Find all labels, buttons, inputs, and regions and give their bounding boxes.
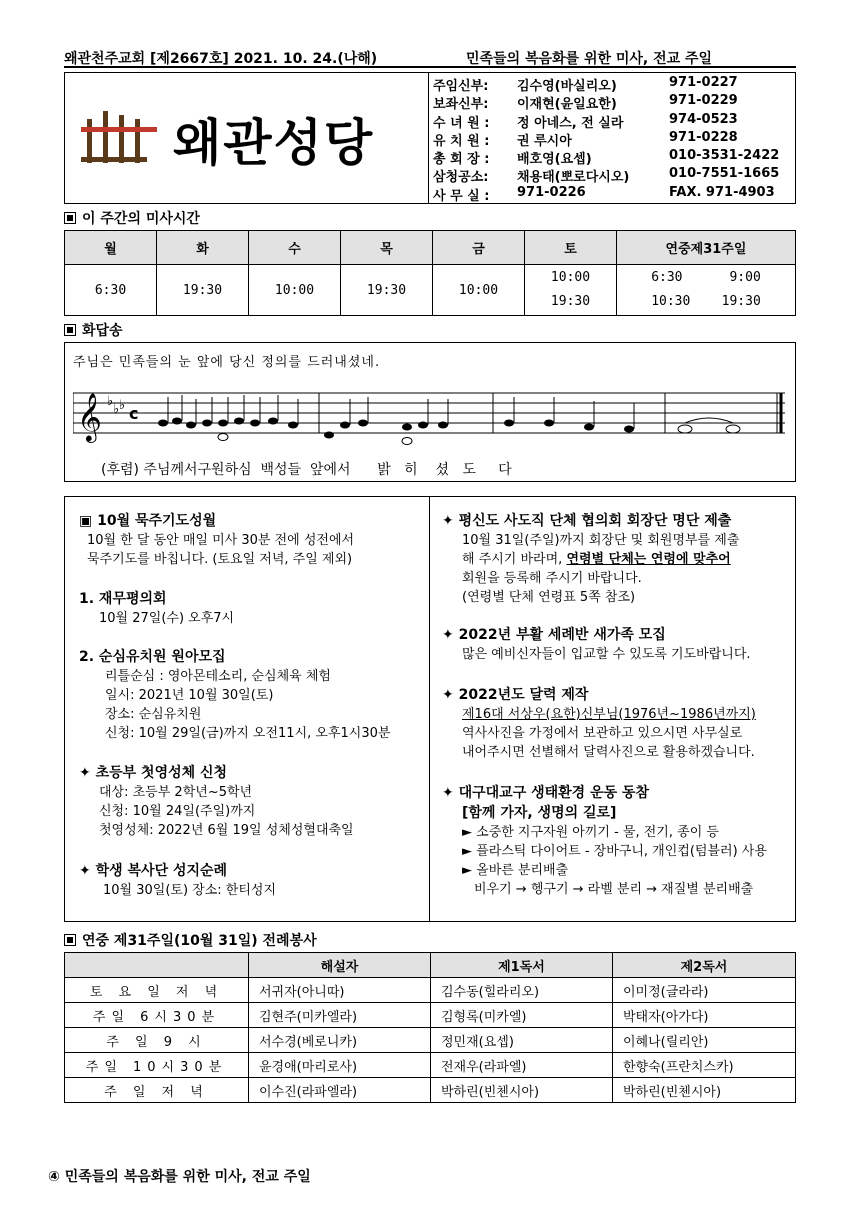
col-header: 제1독서: [431, 953, 613, 978]
church-name: 왜관성당: [173, 113, 375, 172]
mass-schedule-table: [64, 230, 796, 316]
notice-baptism-class: ✦ 2022년 부활 세례반 새가족 모집 많은 예비신자들이 입교할 수 있도록 기도바랍니다.: [442, 627, 751, 662]
square-bullet-icon: [64, 934, 76, 946]
svg-text:♭: ♭: [113, 402, 120, 417]
sunday-theme: 민족들의 복음화를 위한 미사, 전교 주일: [466, 51, 713, 67]
table-row: 주 일 저 녁 이수진(라파엘라) 박하린(빈첸시아) 박하린(빈첸시아): [65, 1078, 796, 1103]
psalm-text: 주님은 민족들의 눈 앞에 당신 정의를 드러내셨네.: [73, 355, 381, 370]
mass-section-title: 이 주간의 미사시간: [64, 208, 200, 228]
mass-time: 19:30: [341, 265, 433, 316]
staff-directory: [433, 75, 793, 203]
notice-kindergarten: 2. 순심유치원 원아모집 리틀순심 : 영아몬테소리, 순심체육 체험 일시: 2021년 10월 30일(토) 장소: 순심유치원 신청: 10월 29일(금)까지 오전11시, 오후1시30분: [79, 649, 391, 741]
mass-time-sunday: 6:30 9:00 10:30 19:30: [617, 265, 796, 316]
notice-altar-servers: ✦ 학생 복사단 성지순례 10월 30일(토) 장소: 한티성지: [79, 863, 277, 898]
header-bar: [64, 46, 796, 68]
staff-row: 삼청공소: 채용태(뽀로다시오) 010-7551-1665: [433, 166, 780, 186]
square-bullet-icon: [64, 324, 76, 336]
staff-row: 총 회 장 : 배호영(요셉) 010-3531-2422: [433, 148, 780, 168]
psalm-lyric: (후렴) 주님께서구원하심 백성들 앞에서 밝 히 셨 도 다: [101, 462, 512, 478]
mass-time-saturday: 10:00 19:30: [525, 265, 617, 316]
notice-first-communion: ✦ 초등부 첫영성체 신청 대상: 초등부 2학년~5학년 신청: 10월 24일(주일)까지 첫영성체: 2022년 6월 19일 성체성혈대축일: [79, 765, 354, 838]
mass-time: 10:00: [433, 265, 525, 316]
masthead: [64, 72, 796, 204]
notice-calendar: ✦ 2022년도 달력 제작 제16대 서상우(요한)신부님(1976년~1986년까지) 역사사진을 가정에서 보관하고 있으시면 사무실로 내어주시면 선별해서 달력사진으로 활용하겠습니다.: [442, 687, 756, 760]
mass-time: 10:00: [249, 265, 341, 316]
col-header: 토: [525, 231, 617, 265]
notices-box: [64, 496, 796, 922]
col-header: 연중제31주일: [617, 231, 796, 265]
bulletin-issue: 왜관천주교회 [제2667호] 2021. 10. 24.(나해): [64, 51, 378, 67]
svg-text:♭: ♭: [107, 394, 114, 409]
table-row: 주일 10시30분 윤경애(마리로사) 전재우(라파엘) 한향숙(프란치스카): [65, 1053, 796, 1078]
music-staff: [73, 377, 789, 457]
col-header: 목: [341, 231, 433, 265]
table-row: 주 일 9 시 서수경(베로니카) 정민재(요셉) 이혜나(릴리안): [65, 1028, 796, 1053]
table-row: 토 요 일 저 녁 서귀자(아니따) 김수동(힐라리오) 이미정(글라라): [65, 978, 796, 1003]
staff-row: 유 치 원 : 권 루시아 971-0228: [433, 129, 738, 149]
notice-lay-apostolate: ✦ 평신도 사도직 단체 협의회 회장단 명단 제출 10월 31일(주일)까지 회장단 및 회원명부를 제출 해 주시기 바라며, 연령별 단체는 연령에 맞추어 회원을 등록해 주시기 바랍니다. (연령별 단체 연령표 5쪽 참조): [442, 513, 740, 605]
svg-text:𝄞: 𝄞: [77, 392, 102, 441]
col-header: 화: [157, 231, 249, 265]
table-row: 주일 6시30분 김현주(미카엘라) 김형록(미카엘) 박태자(아가다): [65, 1003, 796, 1028]
staff-row: 주임신부: 김수영(바실리오) 971-0227: [433, 75, 738, 94]
staff-row: 수 녀 원 : 정 아네스, 전 실라 974-0523: [433, 111, 738, 131]
psalm-section-title: 화답송: [64, 320, 123, 340]
liturgy-duty-title: 연중 제31주일(10월 31일) 전례봉사: [64, 930, 317, 950]
psalm-box: [64, 342, 796, 482]
page-footer: ④ 민족들의 복음화를 위한 미사, 전교 주일: [48, 1169, 311, 1185]
col-header: 월: [65, 231, 157, 265]
col-header: 해설자: [249, 953, 431, 978]
square-bullet-icon: [64, 212, 76, 224]
mass-time: 19:30: [157, 265, 249, 316]
staff-row: 보좌신부: 이재현(윤일요한) 971-0229: [433, 93, 738, 113]
col-header: [65, 953, 249, 978]
notices-right-column: [430, 497, 795, 921]
logo-area: [65, 73, 429, 203]
notices-left-column: [65, 497, 430, 921]
staff-row: 사 무 실 : 971-0226 FAX. 971-4903: [433, 184, 775, 204]
svg-text:c: c: [129, 404, 139, 423]
notice-rosary: ▣ 10월 묵주기도성월 10월 한 달 동안 매일 미사 30분 전에 성전에서 묵주기도를 바칩니다. (토요일 저녁, 주일 제외): [79, 513, 355, 567]
col-header: 수: [249, 231, 341, 265]
liturgy-duty-table: [64, 952, 796, 1103]
mass-time: 6:30: [65, 265, 157, 316]
church-logo-icon: [81, 109, 161, 169]
notice-eco-campaign: ✦ 대구대교구 생태환경 운동 동참 [함께 가자, 생명의 길로] ► 소중한 지구자원 아끼기 - 물, 전기, 종이 등 ► 플라스틱 다이어트 - 장바구니, 개인컵(텀블러) 사용 ► 올바른 분리배출 비우기 → 헹구기 → 라벨 분리 → 재질별 분리배출: [442, 785, 767, 897]
svg-text:♭: ♭: [119, 398, 126, 413]
notice-finance: 1. 재무평의회 10월 27일(수) 오후7시: [79, 591, 235, 626]
col-header: 제2독서: [613, 953, 796, 978]
col-header: 금: [433, 231, 525, 265]
